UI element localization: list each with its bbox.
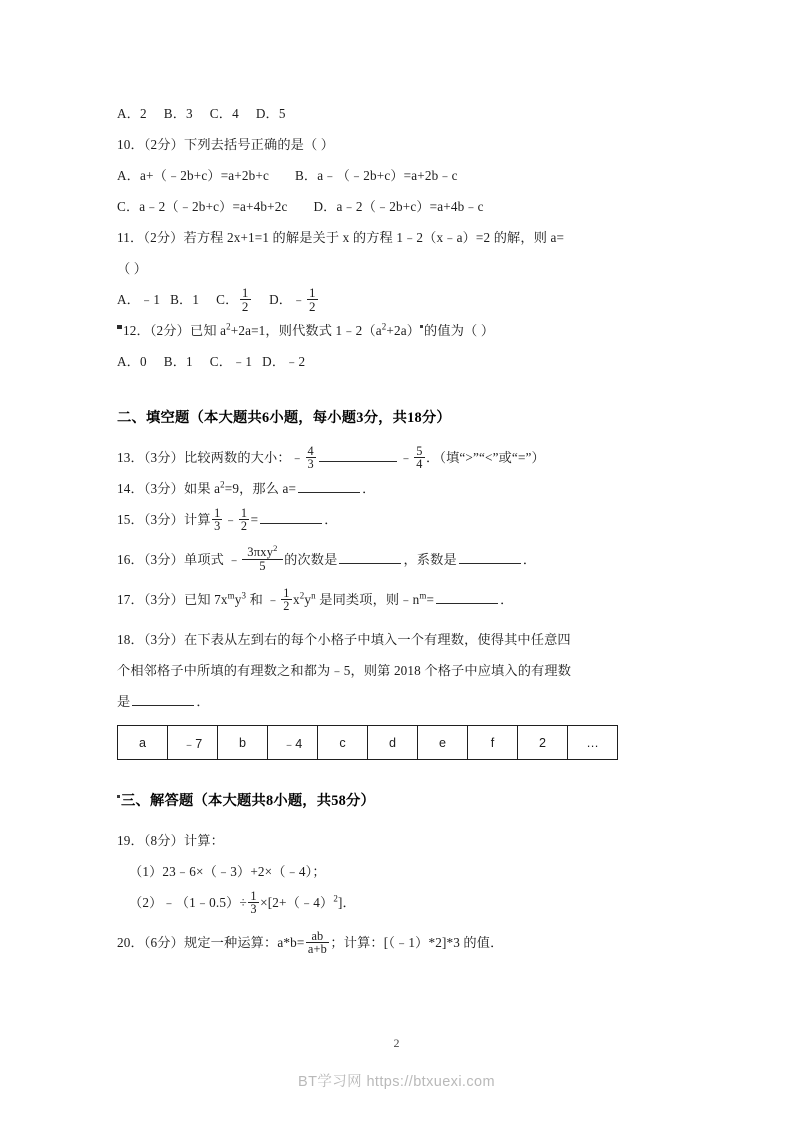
fraction-one-half-negative: $\frac{1}{2}$ (308, 284, 316, 315)
q9-option-c: C．4 (209, 106, 239, 121)
grid-cell-3[interactable]: b (218, 726, 268, 760)
q10-option-d: D．a﹣2（﹣2b+c）=a+4b﹣c (313, 199, 484, 214)
question-10-options-row1 (117, 160, 682, 191)
question-11-options (117, 284, 682, 315)
question-16: 16．（3分）单项式 ﹣ $\frac{3\pi xy^2}{5}$ 的次数是 ，系数是 ． (117, 543, 537, 574)
answer-blank-16-coefficient[interactable] (459, 550, 521, 564)
question-18-line-3: 是 ． (117, 694, 210, 709)
grid-cell-8[interactable]: f (468, 726, 518, 760)
grid-cell-5[interactable]: c (318, 726, 368, 760)
grid-cell-7[interactable]: e (418, 726, 468, 760)
question-18-line-1: 18．（3分）在下表从左到右的每个小格子中填入一个有理数，使得其中任意四 (117, 632, 571, 647)
question-15: 15．（3分）计算 $\frac{1}{3}$ ﹣ $\frac{1}{2}$ = ． (117, 505, 338, 534)
q9-option-d: D．5 (255, 106, 286, 121)
fraction-one-half: $\frac{1}{2}$ (241, 284, 249, 315)
question-11-stem-continued: （ ） (117, 261, 148, 276)
scan-speck-artifact (117, 325, 122, 329)
fraction-one-third: $\frac{1}{3}$ (250, 888, 257, 917)
page-number: 2 (393, 1036, 400, 1050)
fraction-four-thirds: $\frac{4}{3}$ (307, 443, 314, 472)
section-3-heading: 三、解答题（本大题共8小题，共58分） (117, 786, 682, 816)
question-19-part-1: （1）23﹣6×（﹣3）+2×（﹣4）； (129, 864, 326, 879)
question-18-line-2: 个相邻格子中所填的有理数之和都为﹣5，则第 2018 个格子中应填入的有理数 (117, 663, 572, 678)
question-13: 13．（3分）比较两数的大小：﹣ $\frac{4}{3}$ ﹣ $\frac{5}{4}$ ．（填“>”“<”或“=”） (117, 443, 545, 472)
answer-blank-18[interactable] (132, 692, 194, 706)
answer-blank-16-degree[interactable] (339, 550, 401, 564)
fraction-five-fourths: $\frac{5}{4}$ (416, 443, 423, 472)
answer-blank-15[interactable] (260, 510, 322, 524)
answer-blank-14[interactable] (298, 479, 360, 493)
q9-option-a: A．2 (117, 106, 147, 121)
fraction-one-half: $\frac{1}{2}$ (283, 585, 290, 614)
question-19-part-2: （2）﹣（1﹣0.5）÷ $\frac{1}{3}$ ×[2+（﹣4）$^2$]． (129, 888, 356, 917)
question-10-stem: 10．（2分）下列去括号正确的是（ ） (117, 137, 335, 152)
table-row (118, 726, 618, 760)
q10-option-a: A．a+（﹣2b+c）=a+2b+c (117, 168, 269, 183)
q12-option-c: C．﹣1 (209, 354, 253, 369)
rational-number-grid-table (117, 725, 618, 760)
question-12-options (117, 346, 682, 377)
question-17: 17．（3分）已知 $7x^my^3$ 和 ﹣ $\frac{1}{2}$ $x^2y^n$ 是同类项，则$﹣n^m=$ ． (117, 585, 514, 614)
q10-option-b: B．a﹣（﹣2b+c）=a+2b﹣c (294, 168, 458, 183)
grid-cell-9[interactable]: 2 (518, 726, 568, 760)
fraction-numerator: 3πxy$^2$ (247, 543, 278, 560)
question-11-stem: 11．（2分）若方程 2x+1=1 的解是关于 x 的方程 1﹣2（x﹣a）=2 的解，则 a= (117, 230, 565, 245)
q11-option-b: B．1 (170, 292, 200, 307)
watermark: BT学习网 https://btxuexi.com (298, 1074, 495, 1090)
grid-cell-6[interactable]: d (368, 726, 418, 760)
scan-speck-artifact-2 (420, 325, 423, 328)
section-2-heading: 二、填空题（本大题共6小题，每小题3分，共18分） (117, 410, 451, 426)
question-9-options (117, 98, 682, 129)
q11-option-c: C． $\frac{1}{2}$ (216, 284, 249, 315)
q10-option-c: C．a﹣2（﹣2b+c）=a+4b+2c (117, 199, 288, 214)
question-14: 14．（3分）如果 $a^2=9$，那么 a= ． (117, 479, 376, 496)
grid-cell-1[interactable]: a (118, 726, 168, 760)
q12-option-b: B．1 (163, 354, 193, 369)
scan-speck-artifact-3 (117, 795, 120, 798)
q12-option-d: D．﹣2 (262, 354, 306, 369)
q12-option-a: A．0 (117, 354, 147, 369)
fraction-one-third: $\frac{1}{3}$ (214, 505, 221, 534)
question-12-stem: 12．（2分）已知 $a^2+2a=1$，则代数式 $1﹣2(a^2+2a)$ 的值为（ ） (117, 315, 682, 346)
question-20: 20．（6分）规定一种运算：a*b= $\frac{ab}{a+b}$ ；计算：[（﹣1）*2]*3 的值． (117, 928, 504, 957)
grid-cell-2[interactable]: ﹣7 (168, 726, 218, 760)
q11-option-d: D．﹣ $\frac{1}{2}$ (269, 284, 316, 315)
q11-option-a: A．﹣1 (117, 292, 161, 307)
grid-cell-4[interactable]: ﹣4 (268, 726, 318, 760)
fraction-ab-over-a-plus-b: $\frac{ab}{a+b}$ (307, 928, 327, 957)
question-19-stem: 19．（8分）计算： (117, 833, 224, 848)
q9-option-b: B．3 (163, 106, 193, 121)
page-content (117, 98, 682, 958)
fraction-monomial: $\frac{3\pi xy^2}{5}$ (242, 546, 282, 573)
answer-blank-13[interactable] (319, 448, 397, 462)
fraction-one-half: $\frac{1}{2}$ (240, 505, 248, 534)
question-10-options-row2 (117, 191, 682, 222)
answer-blank-17[interactable] (436, 590, 498, 604)
grid-cell-10[interactable]: … (568, 726, 618, 760)
